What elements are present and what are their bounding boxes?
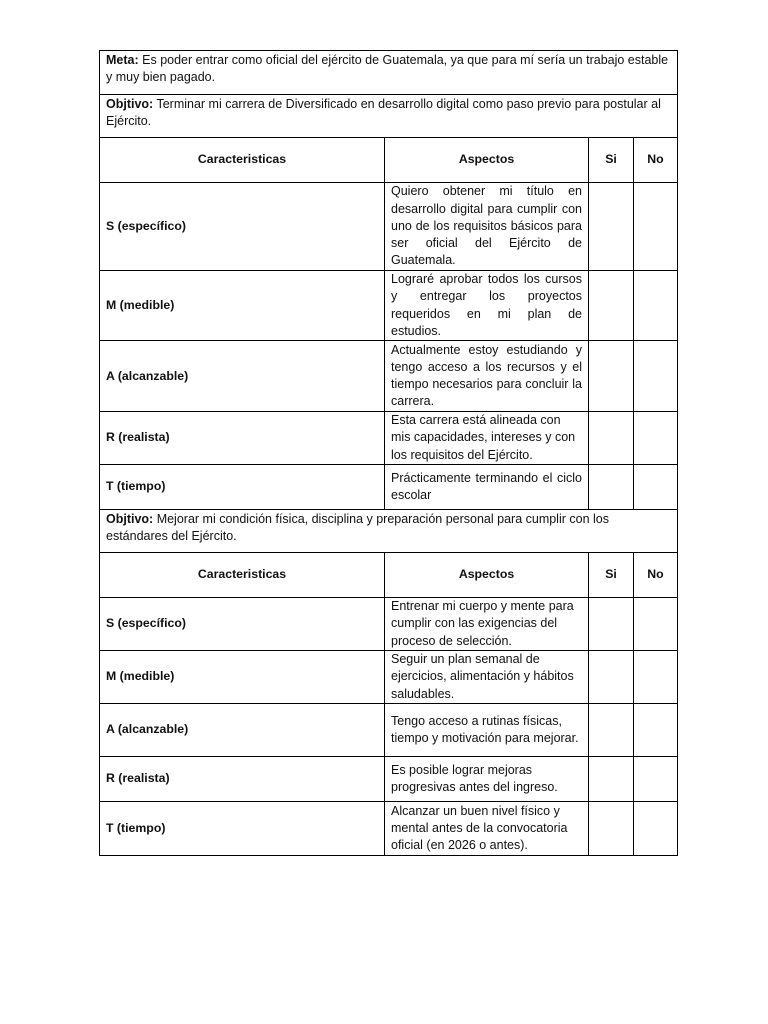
table-row bbox=[100, 341, 678, 412]
header-aspectos: Aspectos bbox=[385, 553, 589, 598]
objective-text: Mejorar mi condición física, disciplina y preparación personal para cumplir con los estándares del Ejército. bbox=[106, 512, 609, 544]
table-row bbox=[100, 465, 678, 510]
aspect-cell: Tengo acceso a rutinas físicas, tiempo y motivación para mejorar. bbox=[385, 704, 589, 757]
si-cell[interactable] bbox=[589, 651, 634, 704]
si-cell[interactable] bbox=[589, 704, 634, 757]
aspect-cell: Lograré aprobar todos los cursos y entregar los proyectos requeridos en mi plan de estudios. bbox=[385, 271, 589, 341]
objective-cell bbox=[100, 510, 678, 553]
header-aspectos: Aspectos bbox=[385, 138, 589, 183]
si-cell[interactable] bbox=[589, 183, 634, 271]
si-cell[interactable] bbox=[589, 598, 634, 651]
criteria-cell: R (realista) bbox=[100, 757, 385, 802]
table-row bbox=[100, 651, 678, 704]
si-cell[interactable] bbox=[589, 412, 634, 465]
no-cell[interactable] bbox=[634, 465, 678, 510]
criteria-cell: T (tiempo) bbox=[100, 465, 385, 510]
si-cell[interactable] bbox=[589, 802, 634, 856]
aspect-cell: Es posible lograr mejoras progresivas antes del ingreso. bbox=[385, 757, 589, 802]
table-row bbox=[100, 802, 678, 856]
table-row bbox=[100, 183, 678, 271]
aspect-cell: Quiero obtener mi título en desarrollo digital para cumplir con uno de los requisitos básicos para ser oficial del Ejército de Guatemala. bbox=[385, 183, 589, 271]
header-no: No bbox=[634, 553, 678, 598]
no-cell[interactable] bbox=[634, 651, 678, 704]
header-no: No bbox=[634, 138, 678, 183]
criteria-cell: T (tiempo) bbox=[100, 802, 385, 856]
criteria-cell: M (medible) bbox=[100, 651, 385, 704]
goal-row bbox=[100, 51, 678, 95]
criteria-cell: S (específico) bbox=[100, 598, 385, 651]
no-cell[interactable] bbox=[634, 183, 678, 271]
aspect-cell: Entrenar mi cuerpo y mente para cumplir con las exigencias del proceso de selección. bbox=[385, 598, 589, 651]
objective-row bbox=[100, 510, 678, 553]
goal-label: Meta: bbox=[106, 53, 139, 67]
criteria-cell: S (específico) bbox=[100, 183, 385, 271]
header-row bbox=[100, 553, 678, 598]
criteria-cell: M (medible) bbox=[100, 271, 385, 341]
objective-label: Objtivo: bbox=[106, 512, 154, 527]
criteria-cell: R (realista) bbox=[100, 412, 385, 465]
objective-row bbox=[100, 95, 678, 138]
table-row bbox=[100, 757, 678, 802]
objective-text: Terminar mi carrera de Diversificado en desarrollo digital como paso previo para postular al Ejército. bbox=[106, 97, 661, 129]
si-cell[interactable] bbox=[589, 341, 634, 412]
no-cell[interactable] bbox=[634, 704, 678, 757]
header-caracteristicas: Caracteristicas bbox=[100, 553, 385, 598]
no-cell[interactable] bbox=[634, 341, 678, 412]
criteria-cell: A (alcanzable) bbox=[100, 704, 385, 757]
si-cell[interactable] bbox=[589, 271, 634, 341]
no-cell[interactable] bbox=[634, 412, 678, 465]
header-si: Si bbox=[589, 138, 634, 183]
objective-cell bbox=[100, 95, 678, 138]
header-row bbox=[100, 138, 678, 183]
aspect-cell: Actualmente estoy estudiando y tengo acceso a los recursos y el tiempo necesarios para concluir la carrera. bbox=[385, 341, 589, 412]
goal-cell bbox=[100, 51, 678, 95]
header-si: Si bbox=[589, 553, 634, 598]
no-cell[interactable] bbox=[634, 757, 678, 802]
si-cell[interactable] bbox=[589, 757, 634, 802]
aspect-cell: Prácticamente terminando el ciclo escolar bbox=[385, 465, 589, 510]
si-cell[interactable] bbox=[589, 465, 634, 510]
objective-label: Objtivo: bbox=[106, 97, 154, 111]
table-row bbox=[100, 704, 678, 757]
no-cell[interactable] bbox=[634, 271, 678, 341]
smart-goals-table bbox=[99, 50, 678, 856]
aspect-cell: Alcanzar un buen nivel físico y mental antes de la convocatoria oficial (en 2026 o antes). bbox=[385, 802, 589, 856]
no-cell[interactable] bbox=[634, 802, 678, 856]
table-row bbox=[100, 271, 678, 341]
aspect-cell: Esta carrera está alineada con mis capacidades, intereses y con los requisitos del Ejército. bbox=[385, 412, 589, 465]
header-caracteristicas: Caracteristicas bbox=[100, 138, 385, 183]
no-cell[interactable] bbox=[634, 598, 678, 651]
table-row bbox=[100, 598, 678, 651]
goal-text: Es poder entrar como oficial del ejército de Guatemala, ya que para mí sería un trabajo estable y muy bien pagado. bbox=[106, 53, 669, 85]
criteria-cell: A (alcanzable) bbox=[100, 341, 385, 412]
aspect-cell: Seguir un plan semanal de ejercicios, alimentación y hábitos saludables. bbox=[385, 651, 589, 704]
table-row bbox=[100, 412, 678, 465]
